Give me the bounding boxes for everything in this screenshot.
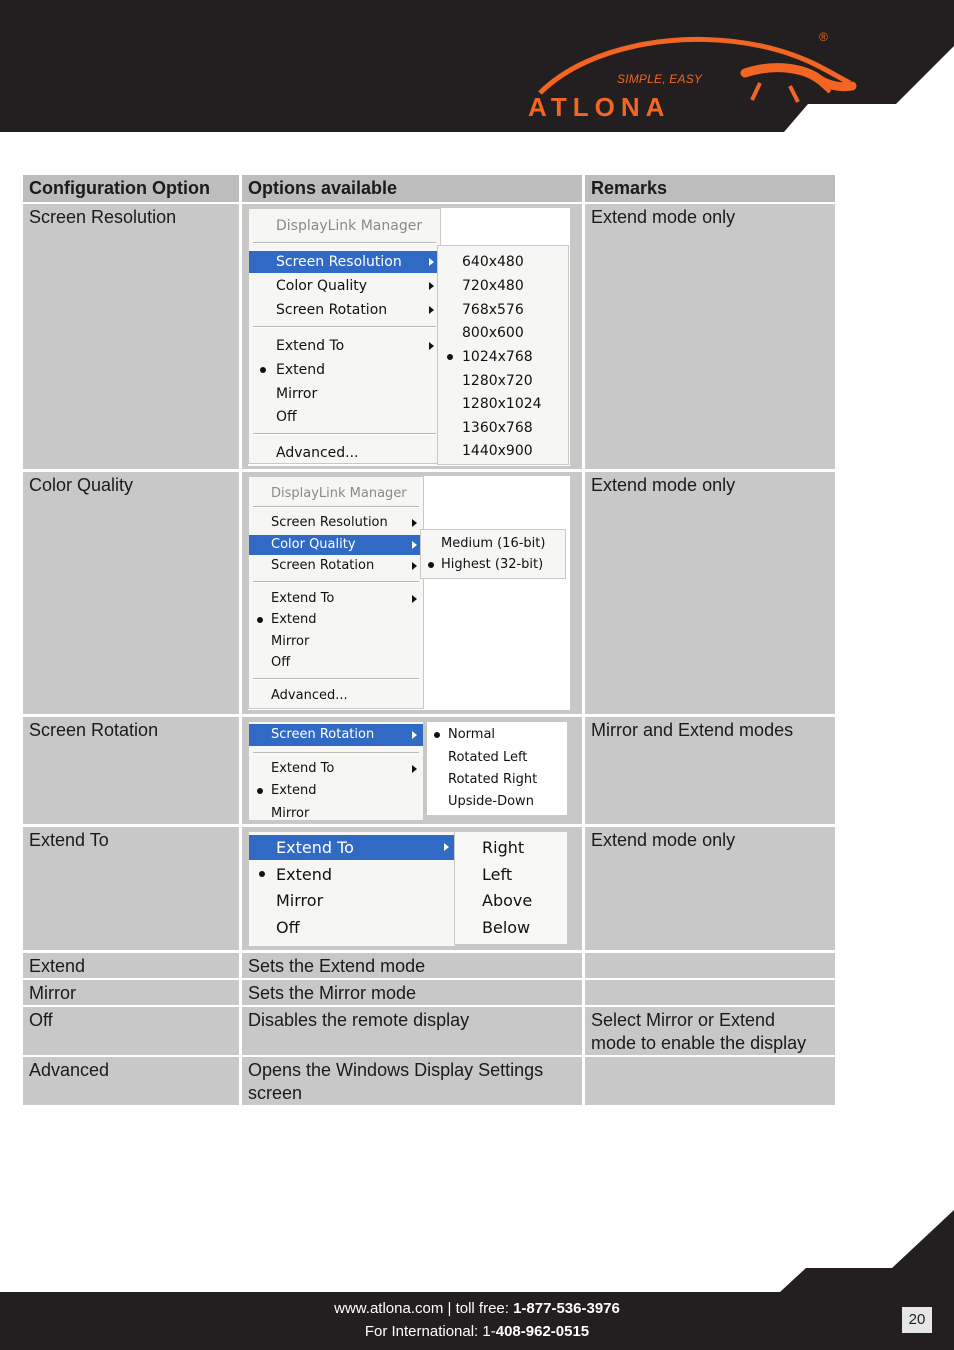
menu-item-off[interactable]: Off	[276, 918, 300, 937]
menu-item-extend[interactable]: Extend	[249, 862, 455, 887]
menu-item-color-quality[interactable]: Color Quality	[249, 535, 423, 555]
color-option[interactable]: Medium (16-bit)	[441, 536, 546, 551]
menu-item-screen-rotation[interactable]: Screen Rotation	[249, 556, 423, 576]
menu-item-color-quality[interactable]: Color Quality	[249, 275, 440, 297]
row-available-cell	[242, 204, 582, 469]
logo-tagline: SIMPLE, EASY	[617, 72, 703, 86]
rotation-option-selected[interactable]: Normal	[427, 724, 567, 746]
selected-bullet-icon	[260, 367, 266, 373]
selected-bullet-icon	[257, 617, 263, 623]
submenu-arrow-icon	[412, 562, 417, 570]
footer-tollfree: 1-877-536-3976	[513, 1300, 620, 1317]
menu-item-advanced[interactable]: Advanced...	[271, 688, 348, 703]
footer-intl-line	[0, 1323, 954, 1340]
row-option-cell: Extend To	[23, 827, 239, 950]
row-remarks-cell: Extend mode only	[585, 827, 835, 950]
row-option-cell: Off	[23, 1007, 239, 1055]
menu-separator	[253, 242, 436, 244]
menu-item-mirror[interactable]: Mirror	[271, 634, 310, 649]
row-remarks-cell: Extend mode only	[585, 472, 835, 714]
menu-item-extend-to[interactable]: Extend To	[249, 758, 423, 780]
menu-title: DisplayLink Manager	[276, 218, 423, 234]
menu-item-off[interactable]: Off	[271, 655, 291, 670]
row-option-cell: Advanced	[23, 1057, 239, 1105]
menu-title: DisplayLink Manager	[271, 486, 407, 501]
menu-item-extend-to[interactable]: Extend To	[249, 589, 423, 609]
resolution-option[interactable]: 640x480	[462, 254, 524, 270]
selected-bullet-icon	[257, 788, 263, 794]
submenu-arrow-icon	[412, 519, 417, 527]
resolution-option[interactable]: 1440x900	[462, 443, 533, 459]
row-option-cell: Screen Resolution	[23, 204, 239, 469]
menu-item-screen-rotation[interactable]: Screen Rotation	[249, 299, 440, 321]
footer-intl-prefix: For International: 1-	[364, 1323, 496, 1340]
selected-bullet-icon	[447, 354, 453, 360]
menu-item-mirror[interactable]: Mirror	[276, 891, 324, 910]
submenu-arrow-icon	[429, 282, 434, 290]
menu-separator	[253, 752, 419, 754]
row-available-cell	[242, 472, 582, 714]
selected-bullet-icon	[434, 732, 440, 738]
menu-item-screen-resolution[interactable]: Screen Resolution	[249, 513, 423, 533]
menu-item-extend-to[interactable]: Extend To	[249, 835, 455, 860]
extend-position-submenu	[454, 831, 568, 945]
submenu-arrow-icon	[444, 843, 449, 851]
menu-item-advanced[interactable]: Advanced...	[276, 445, 359, 461]
displaylink-menu	[248, 476, 424, 709]
extend-position-option[interactable]: Right	[482, 838, 525, 857]
submenu-arrow-icon	[429, 306, 434, 314]
menu-separator	[253, 506, 419, 508]
row-remarks-cell: Extend mode only	[585, 204, 835, 469]
available-line: Opens the Windows Display Settings	[248, 1060, 544, 1080]
resolution-option[interactable]: 768x576	[462, 302, 524, 318]
rotation-option[interactable]: Rotated Left	[448, 750, 528, 765]
menu-separator	[253, 678, 419, 680]
displaylink-menu	[248, 208, 441, 464]
resolution-option[interactable]: 1360x768	[462, 420, 533, 436]
extend-position-option[interactable]: Left	[482, 865, 513, 884]
row-remarks-cell	[585, 953, 835, 978]
page-footer	[0, 1292, 954, 1350]
menu-item-extend-to[interactable]: Extend To	[249, 335, 440, 357]
remarks-line: Select Mirror or Extend	[591, 1010, 776, 1030]
resolution-option[interactable]: 720x480	[462, 278, 524, 294]
page-number: 20	[902, 1307, 932, 1333]
menu-separator	[253, 326, 436, 328]
submenu-arrow-icon	[429, 258, 434, 266]
selected-bullet-icon	[259, 871, 265, 877]
resolution-option[interactable]: 1280x1024	[462, 396, 542, 412]
color-option-selected[interactable]: Highest (32-bit)	[421, 555, 565, 575]
screenshot-extend-to-menu	[248, 831, 570, 947]
row-option-cell: Screen Rotation	[23, 717, 239, 824]
screenshot-resolution-menu	[248, 208, 570, 466]
extend-position-option[interactable]: Below	[482, 918, 531, 937]
selected-bullet-icon	[428, 562, 434, 568]
row-available-cell	[242, 1057, 582, 1105]
row-available-cell	[242, 717, 582, 824]
menu-item-mirror[interactable]: Mirror	[276, 386, 318, 402]
logo-wordmark: ATLONA	[528, 92, 671, 122]
row-available-cell: Disables the remote display	[242, 1007, 582, 1055]
row-option-cell: Color Quality	[23, 472, 239, 714]
row-remarks-cell	[585, 980, 835, 1005]
row-available-cell: Sets the Extend mode	[242, 953, 582, 978]
footer-corner-shape	[780, 1210, 954, 1292]
menu-item-screen-resolution[interactable]: Screen Resolution	[249, 251, 440, 273]
menu-item-extend[interactable]: Extend	[249, 780, 423, 802]
menu-item-screen-rotation[interactable]: Screen Rotation	[249, 724, 423, 746]
resolution-option[interactable]: 800x600	[462, 325, 524, 341]
footer-website: www.atlona.com | toll free:	[334, 1300, 514, 1317]
submenu-arrow-icon	[412, 765, 417, 773]
menu-separator	[253, 433, 436, 435]
remarks-line: mode to enable the display	[591, 1033, 807, 1053]
col-header-option: Configuration Option	[23, 175, 239, 202]
registered-mark: ®	[819, 30, 828, 44]
page-header	[0, 0, 954, 132]
menu-item-off[interactable]: Off	[276, 409, 297, 425]
extend-position-option[interactable]: Above	[482, 891, 533, 910]
row-option-cell: Extend	[23, 953, 239, 978]
menu-item-extend[interactable]: Extend	[249, 610, 423, 630]
screenshot-color-menu	[248, 476, 570, 710]
submenu-arrow-icon	[412, 541, 417, 549]
resolution-option-selected[interactable]: 1024x768	[438, 346, 568, 368]
submenu-arrow-icon	[412, 731, 417, 739]
col-header-available: Options available	[242, 175, 582, 202]
row-remarks-cell	[585, 1057, 835, 1105]
col-header-remarks: Remarks	[585, 175, 835, 202]
menu-separator	[253, 581, 419, 583]
row-remarks-cell	[585, 1007, 835, 1055]
displaylink-menu	[248, 831, 456, 947]
row-available-cell: Sets the Mirror mode	[242, 980, 582, 1005]
menu-item-mirror[interactable]: Mirror	[271, 806, 310, 821]
row-remarks-cell: Mirror and Extend modes	[585, 717, 835, 824]
row-option-cell: Mirror	[23, 980, 239, 1005]
resolution-option[interactable]: 1280x720	[462, 373, 533, 389]
footer-intl-number: 408-962-0515	[495, 1323, 590, 1340]
rotation-submenu	[426, 721, 568, 816]
rotation-option[interactable]: Rotated Right	[448, 772, 538, 787]
screenshot-rotation-menu	[248, 721, 570, 820]
submenu-arrow-icon	[429, 342, 434, 350]
color-submenu	[420, 529, 566, 579]
menu-item-extend[interactable]: Extend	[249, 359, 440, 381]
available-line: screen	[248, 1083, 303, 1103]
footer-contact-line	[0, 1300, 954, 1317]
resolution-submenu	[437, 245, 569, 465]
displaylink-menu	[248, 721, 424, 820]
row-available-cell	[242, 827, 582, 950]
submenu-arrow-icon	[412, 595, 417, 603]
rotation-option[interactable]: Upside-Down	[448, 794, 534, 809]
